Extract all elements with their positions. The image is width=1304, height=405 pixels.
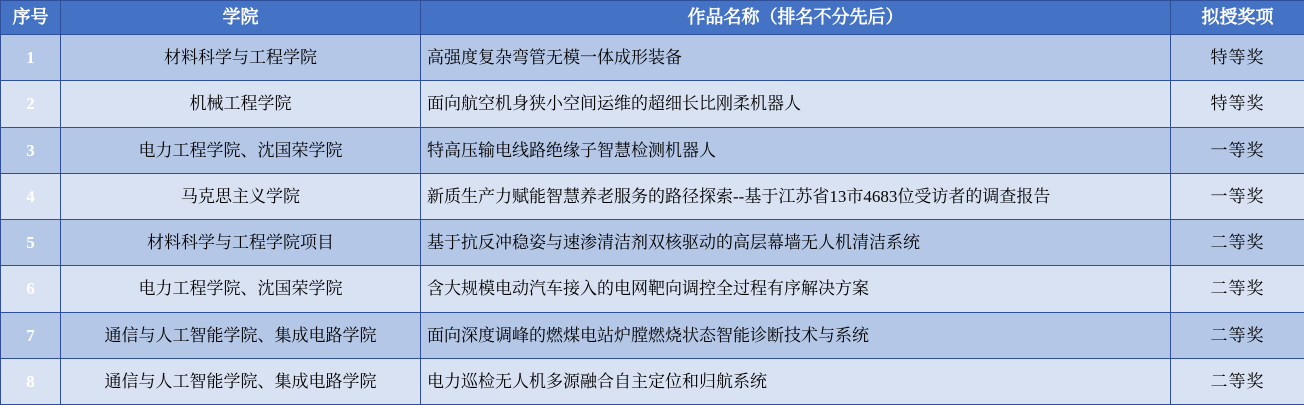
table-row [1,35,1304,81]
cell-college: 材料科学与工程学院 [61,35,421,81]
cell-index: 7 [1,312,61,358]
cell-index: 1 [1,35,61,81]
cell-prize: 二等奖 [1171,312,1304,358]
cell-work: 高强度复杂弯管无模一体成形装备 [421,35,1171,81]
cell-college: 机械工程学院 [61,81,421,127]
cell-work: 电力巡检无人机多源融合自主定位和归航系统 [421,358,1171,404]
cell-index: 2 [1,81,61,127]
cell-prize: 二等奖 [1171,220,1304,266]
cell-work: 新质生产力赋能智慧养老服务的路径探索--基于江苏省13市4683位受访者的调查报告 [421,173,1171,219]
cell-prize: 一等奖 [1171,173,1304,219]
column-header-index: 序号 [1,1,61,35]
cell-work: 面向航空机身狭小空间运维的超细长比刚柔机器人 [421,81,1171,127]
table-row [1,127,1304,173]
cell-prize: 一等奖 [1171,127,1304,173]
column-header-college: 学院 [61,1,421,35]
cell-index: 6 [1,266,61,312]
cell-prize: 二等奖 [1171,358,1304,404]
cell-college: 材料科学与工程学院项目 [61,220,421,266]
table-header [1,1,1304,35]
cell-index: 3 [1,127,61,173]
cell-index: 5 [1,220,61,266]
cell-college: 电力工程学院、沈国荣学院 [61,266,421,312]
cell-college: 电力工程学院、沈国荣学院 [61,127,421,173]
cell-work: 含大规模电动汽车接入的电网靶向调控全过程有序解决方案 [421,266,1171,312]
table-row [1,358,1304,404]
cell-work: 面向深度调峰的燃煤电站炉膛燃烧状态智能诊断技术与系统 [421,312,1171,358]
cell-prize: 二等奖 [1171,266,1304,312]
cell-work: 特高压输电线路绝缘子智慧检测机器人 [421,127,1171,173]
cell-college: 通信与人工智能学院、集成电路学院 [61,312,421,358]
column-header-prize: 拟授奖项 [1171,1,1304,35]
table-body [1,35,1304,405]
column-header-work: 作品名称（排名不分先后） [421,1,1171,35]
cell-college: 马克思主义学院 [61,173,421,219]
table-row [1,173,1304,219]
table-row [1,312,1304,358]
table-header-row [1,1,1304,35]
cell-college: 通信与人工智能学院、集成电路学院 [61,358,421,404]
table-row [1,266,1304,312]
cell-work: 基于抗反冲稳姿与速渗清洁剂双核驱动的高层幕墙无人机清洁系统 [421,220,1171,266]
cell-prize: 特等奖 [1171,81,1304,127]
table-row [1,81,1304,127]
table-row [1,220,1304,266]
cell-index: 4 [1,173,61,219]
cell-prize: 特等奖 [1171,35,1304,81]
cell-index: 8 [1,358,61,404]
